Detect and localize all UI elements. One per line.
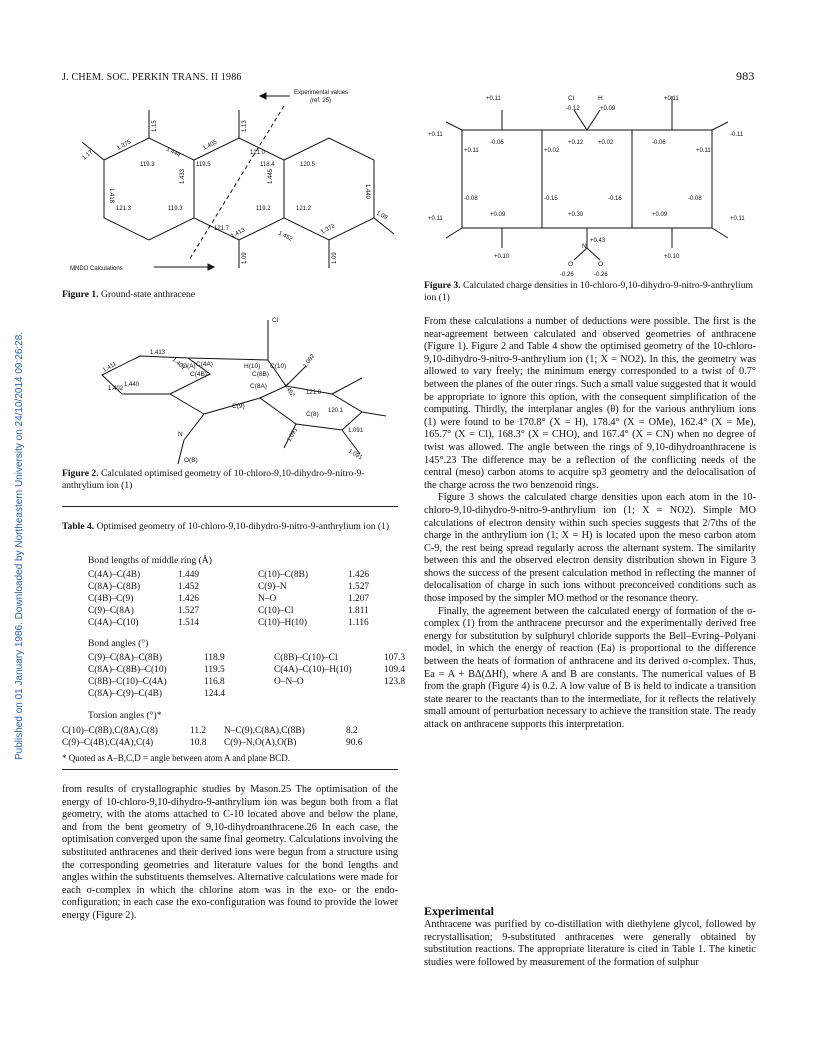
bond-value: 1.440	[364, 184, 370, 200]
bond-value: 1.445	[268, 168, 274, 184]
bond-value: 119.3	[140, 162, 155, 168]
charge-value: +0.11	[486, 96, 501, 102]
bond-length-row: C(4A)–C(4B) 1.449 C(10)–C(8B) 1.426	[88, 570, 370, 580]
bond-value: 1.372	[320, 223, 337, 236]
charge-value: -0.26	[594, 272, 608, 278]
bond-value: 1.09	[242, 252, 248, 264]
charge-value: +0.10	[664, 254, 680, 260]
bond-value: 121.3	[116, 206, 132, 212]
atom-label: C(8B)	[252, 371, 269, 378]
n-atom: N	[582, 243, 587, 250]
charge-value: +0.12	[568, 140, 584, 146]
bond-value: 1.17	[81, 149, 95, 162]
bond-value: 1.091	[348, 428, 364, 434]
paragraph: Finally, the agreement between the calculated energy of formation of the σ-complex (1) from the anthracene precursor and the experimentally derived free energy for substitution by sulphuryl chloride supports the Bell–Evring–Polyani model, in which the energy of reaction (Ea) is proportional to the difference between the heats of formation of anthracene and its derived σ-complex. Thus, Ea = A + BΔ(ΔHf), where A and B are constants. The numerical values of B from the graph (Figure 4) is 0.2. A low value of B is held to indicate a transition state nearer to the reactants than to the intermediate, for it reflects the relatively small amount of perturbation necessary to achieve the transition state. The ready attack on anthracene supports this interpretation.	[424, 605, 756, 730]
bond-value: 1.09	[332, 252, 338, 264]
left-column-text	[62, 784, 398, 923]
bond-value: 121.7	[214, 226, 230, 232]
charge-value: +0.11	[664, 96, 679, 102]
charge-value: -0.16	[608, 196, 622, 202]
charge-value: +0.30	[568, 212, 584, 218]
bond-value: 121.0	[250, 150, 266, 156]
bond-value: 119.5	[196, 162, 211, 168]
charge-value: -0.11	[730, 132, 744, 138]
figure-2-diagram	[100, 312, 390, 472]
charge-value: -0.08	[688, 196, 702, 202]
bond-value: 1.413	[150, 350, 166, 356]
charge-value: +0.43	[590, 238, 606, 244]
download-note[interactable]: Published on 01 January 1986. Downloaded by Northeastern University on 24/10/2014 09:26:28.	[14, 331, 25, 760]
bond-angles-heading: Bond angles (°)	[88, 638, 149, 649]
section-heading: Experimental	[424, 904, 494, 918]
charge-value: -0.08	[464, 196, 478, 202]
paragraph: from results of crystallographic studies by Mason.25 The optimisation of the energy of 10-chloro-9,10-dihydro-9-anthrylium ion was begun both from a flat geometry, with the atoms attached to C-10 located above and below the plane, and from the bent geometry of 9,10-dihydroanthracene.26 In each case, the optimisation converged upon the same final geometry. Calculations involving the substituted anthracenes and their derived ions were begun from a structure using the corresponding geometries and literature values for the bond lengths and angles within the substituents themselves. Alternative calculations were made for each σ-complex in which the chlorine atom was in the exo- or the endo-configuration; in each case the exo-configuration was found to provide the lower energy (Figure 2).	[62, 784, 398, 921]
charge-value: -0.12	[566, 106, 580, 112]
bond-length-row: C(8A)–C(8B) 1.452 C(9)–N 1.527	[88, 582, 370, 592]
charge-value: +0.02	[598, 140, 614, 146]
bond-length-row: C(4B)–C(9) 1.426 N–O 1.207	[88, 594, 370, 604]
atom-label: C(9)	[232, 403, 245, 410]
cl-atom: Cl	[568, 95, 575, 102]
experimental-section	[424, 904, 756, 969]
figure-2-caption: Figure 2. Calculated optimised geometry of 10-chloro-9,10-dihydro-9-nitro-9-anthrylium ion (1)	[62, 468, 365, 491]
page-number: 983	[736, 69, 755, 83]
paragraph: Anthracene was purified by co-distillation with diethylene glycol, followed by recrystallisation; 9-substituted anthracenes were generally obtained by substitution reactions. The appropriate literature is cited in Table 1. The kinetic studies were followed by measurement of the formation of sulphur	[424, 919, 756, 968]
h-atom: H	[598, 95, 603, 102]
charge-value: +0.09	[652, 212, 668, 218]
atom-label: H(10)	[244, 363, 261, 370]
atom-label: O(B)	[184, 457, 198, 464]
bond-value: 119.3	[168, 206, 183, 212]
bond-angle-row: C(8A)–C(8B)–C(10) 119.5 C(4A)–C(10)–H(10) 109.4	[88, 665, 406, 675]
o-atom-a: O	[568, 261, 574, 268]
charge-value: +0.11	[428, 132, 443, 138]
bond-value: 1.375	[116, 139, 133, 152]
charge-value: -0.06	[652, 140, 666, 146]
bond-angle-row: C(8B)–C(10)–C(4A) 116.8 O–N–O 123.8	[88, 677, 406, 687]
bond-lengths-table	[88, 570, 388, 630]
right-column-text	[424, 316, 756, 732]
mndo-label: MNDO Calculations	[70, 266, 123, 272]
torsion-angle-row: C(10)–C(8B),C(8A),C(8) 11.2 N–C(9),C(8A),C(8B) 8.2	[62, 726, 358, 736]
atom-label: C(4B)	[190, 371, 207, 378]
charge-value: +0.10	[494, 254, 510, 260]
experimental-label: Experimental values	[294, 90, 349, 96]
bond-value: 1.418	[108, 188, 114, 204]
atom-label: N	[178, 431, 183, 438]
charge-value: +0.11	[428, 216, 443, 222]
bond-value: 1.09	[375, 210, 389, 222]
running-header: J. CHEM. SOC. PERKIN TRANS. II 1986	[62, 72, 242, 83]
bond-value: 1.452	[277, 230, 294, 243]
bond-value: 121.2	[296, 206, 312, 212]
charge-value: +0.11	[730, 216, 745, 222]
bond-length-row: C(9)–C(8A) 1.527 C(10)–Cl 1.811	[88, 606, 369, 616]
bond-value: 120.1	[328, 408, 344, 414]
charge-value: -0.26	[560, 272, 574, 278]
bond-value: 1.091	[286, 426, 300, 443]
experimental-ref: (ref. 25)	[310, 98, 332, 104]
figure-3-caption: Figure 3. Calculated charge densities in 10-chloro-9,10-dihydro-9-nitro-9-anthrylium ion (1)	[424, 280, 753, 303]
bond-value: 1.405	[202, 139, 219, 152]
charge-value: +0.11	[696, 148, 711, 154]
bond-value: 118.4	[260, 162, 275, 168]
bond-angles-table	[88, 653, 412, 701]
charge-value: -0.06	[490, 140, 504, 146]
atom-label: C(4A)	[196, 361, 213, 368]
charge-value: +0.11	[464, 148, 479, 154]
bond-value: 1.13	[242, 120, 248, 132]
charge-value: +0.09	[490, 212, 506, 218]
bond-angle-row: C(8A)–C(9)–C(4B) 124.4	[88, 689, 226, 699]
atom-label: C(8A)	[250, 383, 267, 390]
bond-value: 1.413	[230, 227, 247, 240]
bond-value: 1.092	[302, 353, 317, 370]
atom-label: C(8)	[306, 411, 319, 418]
bond-value: 1.402	[108, 386, 124, 392]
table-top-rule	[62, 506, 398, 507]
charge-value: -0.15	[544, 196, 558, 202]
torsion-table	[62, 726, 396, 750]
bond-value: 1.452	[282, 382, 295, 399]
atom-label: Cl	[272, 317, 279, 324]
bond-value: 121.0	[306, 390, 322, 396]
torsion-heading: Torsion angles (°)*	[88, 710, 162, 721]
bond-value: 1.401	[170, 356, 187, 372]
bond-value: 1.444	[165, 146, 182, 159]
bond-value: 1.433	[180, 168, 186, 184]
figure-1-diagram	[64, 88, 400, 278]
table-bottom-rule	[62, 769, 398, 770]
torsion-angle-row: C(9)–C(4B),C(4A),C(4) 10.8 C(9)–N,O(A),O(B) 90.6	[62, 738, 363, 748]
bond-length-row: C(4A)–C(10) 1.514 C(10)–H(10) 1.116	[88, 618, 369, 628]
paragraph: Figure 3 shows the calculated charge densities upon each atom in the 10-chloro-9,10-dihydro-9-nitro-9-anthrylium ion (1; X = NO2). Simple MO calculations of electron density within such species suggests that 2/7ths of the charge in the anthrylium ion (1; X = H) is located upon the meso carbon atom C-9, the rest being spread regularly across the alternant system. The similarity between this and the observed electron density distribution shown in Figure 3 shows the success of the present calculation method in reflecting the manner of delocalisation of charge in such ions without preconceived conditions such as those imposed by the simpler MO method or the resonance theory.	[424, 492, 756, 605]
bond-value: 119.2	[256, 206, 271, 212]
figure-1-caption: Figure 1. Ground-state anthracene	[62, 289, 196, 300]
charge-value: +0.02	[544, 148, 560, 154]
bond-value: 1.440	[124, 382, 140, 388]
bond-value: 120.5	[300, 162, 316, 168]
atom-label: C(10)	[270, 363, 287, 370]
bond-value: 1.091	[347, 448, 364, 462]
figure-3-diagram	[424, 88, 754, 280]
atom-label: O(A)	[182, 363, 196, 370]
table-4-title: Table 4. Optimised geometry of 10-chloro-9,10-dihydro-9-nitro-9-anthrylium ion (1)	[62, 521, 390, 532]
paragraph: From these calculations a number of deductions were possible. The first is the near-agreement between calculated and observed geometries of anthracene (Figure 1). Figure 2 and Table 4 show the optimised geometry of the 10-chloro-9,10-dihydro-9-nitro-9-anthrylium ion (1; X = NO2). In this, the geometry was allowed to vary freely; the minimum energy corresponded to a twist of 0.7° between the planes of the outer rings. Such a small value suggested that it would be appropriate to ignore this option, with the consequent simplification of the computing. Thirdly, the interplanar angles (θ) for the various anthrylium ions (1) were found to be 170.8° (X = H), 178.4° (X = OMe), 162.4° (X = Me), 165.7° (X = Cl), 168.3° (X = CHO), and 167.4° (X = CN) when no degree of twist was allowed. The angle between the rings of 9,10-dihydroanthracene is 145°.23 The difference may be a reflection of the conflicting needs of the central (meso) carbon atoms to acquire sp3 geometry and the delocalisation of the charge across the two benzenoid rings.	[424, 316, 756, 491]
bond-value: 1.15	[152, 120, 158, 132]
table-footnote: * Quoted as A–B,C,D = angle between atom A and plane BCD.	[62, 753, 291, 763]
bond-lengths-heading: Bond lengths of middle ring (Å)	[88, 555, 212, 566]
charge-value: +0.09	[600, 106, 616, 112]
bond-value: 1.411	[102, 361, 118, 374]
bond-angle-row: C(9)–C(8A)–C(8B) 118.9 C(8B)–C(10)–Cl 107.3	[88, 653, 406, 663]
o-atom-b: O	[598, 261, 604, 268]
